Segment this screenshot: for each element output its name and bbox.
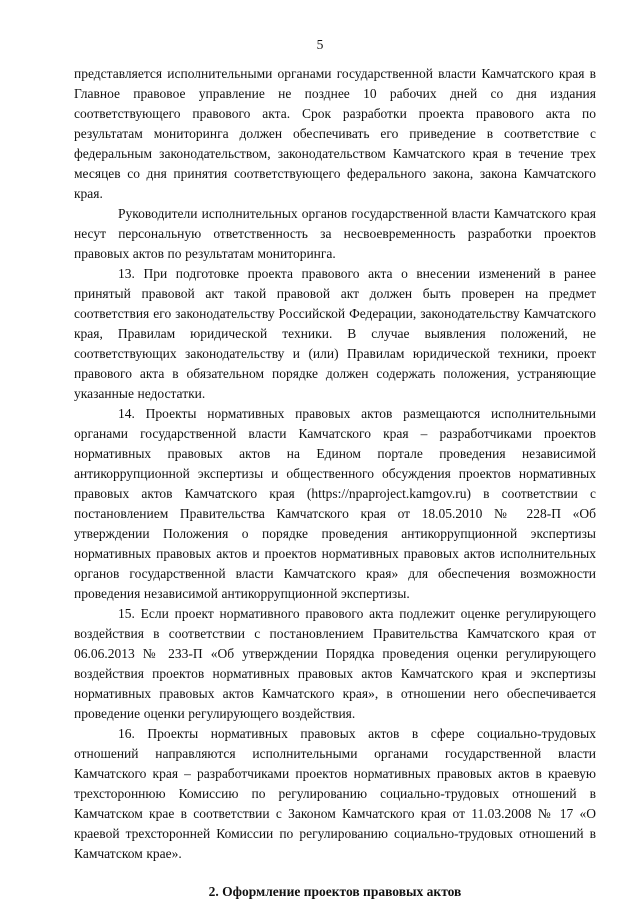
paragraph-item-15: 15. Если проект нормативного правового акта подлежит оценке регулирующего воздействия в соответствии с постановлением Правительства Камчатского края от 06.06.2013 № 233-П «Об утверждении Порядка проведения оценки регулирующего воздействия проектов нормативных правовых актов Камчатского края и экспертизы нормативных правовых актов Камчатского края», в отношении него обеспечивается проведение оценки регулирующего воздействия.	[74, 606, 596, 721]
paragraph-item-16: 16. Проекты нормативных правовых актов в сфере социально-трудовых отношений направляются исполнительными органами государственной власти Камчатского края – разработчиками проектов нормативных правовых актов в краевую трехстороннюю Комиссию по регулированию социально-трудовых отношений в Камчатском крае в соответствии с Законом Камчатского края от 11.03.2008 № 17 «О краевой трехсторонней Комиссии по регулированию социально-трудовых отношений в Камчатском крае».	[74, 726, 596, 861]
paragraph-monitoring-submission: представляется исполнительными органами государственной власти Камчатского края в Главное правовое управление не позднее 10 рабочих дней со дня издания соответствующего правового акта. Срок разработки проекта правового акта по результатам мониторинга должен обеспечивать его приведение в соответствие с федеральным законодательством, законодательством Камчатского края в течение трех месяцев со дня принятия соответствующего федерального закона, закона Камчатского края.	[74, 66, 596, 201]
paragraph-responsibility: Руководители исполнительных органов государственной власти Камчатского края несут персональную ответственность за несвоевременность разработки проектов правовых актов по результатам мониторинга.	[74, 206, 596, 261]
paragraph-item-13: 13. При подготовке проекта правового акта о внесении изменений в ранее принятый правовой акт такой правовой акт должен быть проверен на предмет соответствия его законодательству Российской Федерации, законодательству Камчатского края, Правилам юридической техники. В случае выявления положений, не соответствующих законодательству и (или) Правилам юридической техники, проект правового акта в обязательном порядке должен содержать положения, устраняющие указанные недостатки.	[74, 266, 596, 401]
section-heading: 2. Оформление проектов правовых актов	[208, 884, 462, 899]
paragraph-item-14: 14. Проекты нормативных правовых актов размещаются исполнительными органами государственной власти Камчатского края – разработчиками проектов нормативных правовых актов на Едином портале проведения независимой антикоррупционной экспертизы и общественного обсуждения проектов нормативных правовых актов Камчатского края (https://npaproject.kamgov.ru) в соответствии с постановлением Правительства Камчатского края от 18.05.2010 № 228-П «Об утверждении Положения о порядке проведения антикоррупционной экспертизы нормативных правовых актов и проектов нормативных правовых актов исполнительных органов государственной власти Камчатского края» для обеспечения возможности проведения независимой антикоррупционной экспертизы.	[74, 406, 596, 601]
document-body	[74, 64, 596, 902]
page-number: 5	[316, 37, 324, 52]
